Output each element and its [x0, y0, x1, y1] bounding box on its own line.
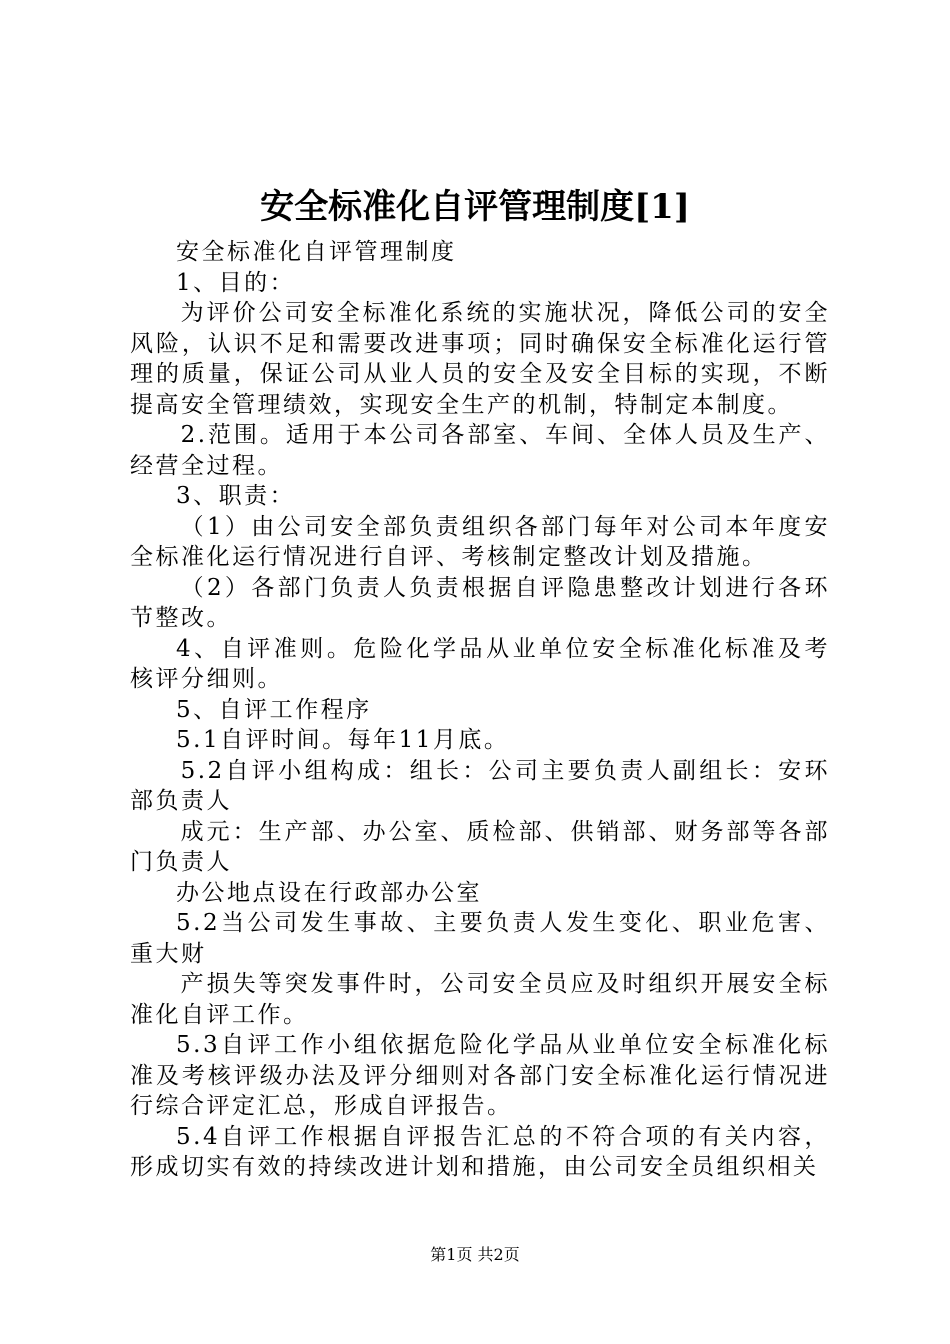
paragraph-5-2-team: 5.2自评小组构成：组长：公司主要负责人副组长：安环部负责人	[130, 757, 830, 814]
paragraph-scope: 2.范围。适用于本公司各部室、车间、全体人员及生产、经营全过程。	[130, 422, 830, 479]
page-number-footer: 第1页 共2页	[430, 1245, 520, 1264]
paragraph-5-2-events: 5.2当公司发生事故、主要负责人发生变化、职业危害、重大财	[130, 910, 830, 967]
paragraph-5-2-continued: 产损失等突发事件时，公司安全员应及时组织开展安全标准化自评工作。	[130, 971, 830, 1028]
paragraph-office: 办公地点设在行政部办公室	[176, 879, 482, 906]
paragraph-duty-1: （1）由公司安全部负责组织各部门每年对公司本年度安全标准化运行情况进行自评、考核制定整改计划及措施。	[130, 513, 830, 570]
paragraph-members: 成元：生产部、办公室、质检部、供销部、财务部等各部门负责人	[130, 818, 830, 875]
paragraph-5-4: 5.4自评工作根据自评报告汇总的不符合项的有关内容，形成切实有效的持续改进计划和措施，由公司安全员组织相关	[130, 1123, 830, 1180]
paragraph-duty-2: （2）各部门负责人负责根据自评隐患整改计划进行各环节整改。	[130, 574, 830, 631]
paragraph-purpose-text: 为评价公司安全标准化系统的实施状况，降低公司的安全风险，认识不足和需要改进事项；同时确保安全标准化运行管理的质量，保证公司从业人员的安全及安全目标的实现，不断提高安全管理绩效，实现安全生产的机制，特制定本制度。	[130, 300, 830, 418]
paragraph-criteria: 4、自评准则。危险化学品从业单位安全标准化标准及考核评分细则。	[130, 635, 830, 692]
paragraph-5-3: 5.3自评工作小组依据危险化学品从业单位安全标准化标准及考核评级办法及评分细则对各部门安全标准化运行情况进行综合评定汇总，形成自评报告。	[130, 1032, 830, 1119]
paragraph-procedure-heading: 5、自评工作程序	[176, 696, 372, 723]
document-body	[130, 237, 830, 1183]
paragraph-subtitle: 安全标准化自评管理制度	[176, 239, 457, 265]
paragraph-5-1: 5.1自评时间。每年11月底。	[176, 727, 510, 753]
paragraph-purpose-heading: 1、目的：	[176, 269, 296, 296]
paragraph-duties-heading: 3、职责：	[176, 483, 296, 509]
document-title: 安全标准化自评管理制度[1]	[260, 187, 690, 227]
